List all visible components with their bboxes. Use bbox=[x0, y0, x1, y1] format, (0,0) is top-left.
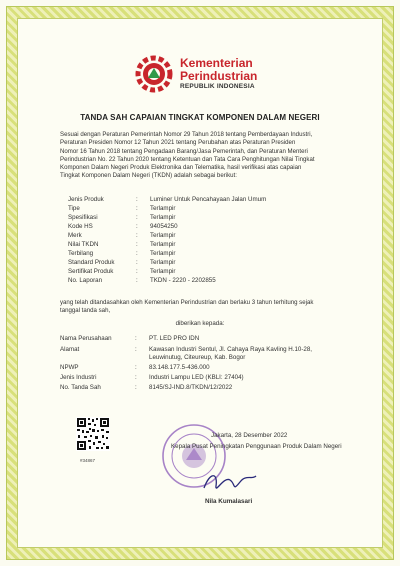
logo-line-2: Perindustrian bbox=[180, 69, 258, 83]
given-to-label: diberikan kepada: bbox=[175, 320, 225, 327]
qr-code-id: #34867 bbox=[80, 458, 96, 463]
validity-line: yang telah ditandasahkan oleh Kementerian Perindustrian dan berlaku 3 tahun terhitung sejak bbox=[60, 299, 314, 306]
signer-name: Nila Kumalasari bbox=[205, 498, 253, 505]
ministry-logo bbox=[134, 54, 274, 96]
validity-paragraph bbox=[60, 299, 350, 315]
qr-code-icon bbox=[76, 417, 110, 451]
intro-line: Perindustrian No. 22 Tahun 2020 tentang Ketentuan dan Tata Cara Penghitungan Nilai Tingkat bbox=[60, 155, 315, 163]
certificate-page: Kementerian Perindustrian REPUBLIK INDONESIA TANDA SAH CAPAIAN TINGKAT KOMPONEN DALAM NEGERI Sesuai dengan Peraturan Pemerintah Nomor 29 Tahun 2018 tentang Pemberdayaan Industri, Peraturan Presiden Nomor 12 Tahun 2021 tentang Perubahan atas Peraturan Presiden Nomor 16 Tahun 2018 tentang Pengadaan Barang/Jasa Pemerintah, dan Peraturan Menteri Perindustrian No. 22 Tahun 2020 tentang Ketentuan dan Tata Cara Penghitungan Nilai Tingkat Komponen Dalam Negeri Produk Elektronika dan Telematika, hasil verifikasi atas capaian Tingkat Komponen Dalam Negeri (TKDN) adalah sebagai berikut: Jenis Produk : Luminer Untuk Pencahayaan Jalan Umum Tipe : Terlampir Spesifikasi : Terlampir Kode HS : 94054250 Merk : Terlampir Nilai TKDN : Terlampir Terbilang : Terlampir Standard Produk : Terlampir Sertifikat Produk : Terlampir No. Laporan : TKDN - 2220 - 2202855 yang telah ditandasahkan oleh Kementerian Perindustrian dan berlaku 3 tahun terhitung sejak tanggal tanda sah, diberikan kepada: Nama Perusahaan : PT. LED PRO IDN Alamat : Kawasan Industri Sentul, Jl. Cahaya Raya Kavling H.10-28, Leuwinutug, Citeureup, Kab. Bogor NPWP : 83.148.177.5-436.000 Jenis Industri : Industri Lampu LED (KBLI: 27404) No. Tanda Sah : 8145/SJ-IND.8/TKDN/12/2022 #34867 Jakarta, 28 Desember 2022 Kepala Pusat Peningkatan Penggunaan Produk Dalam Negeri Nila Kumalasari bbox=[0, 0, 400, 566]
intro-line: Peraturan Presiden Nomor 12 Tahun 2021 tentang Perubahan atas Peraturan Presiden bbox=[60, 139, 296, 147]
place-date: Jakarta, 28 Desember 2022 bbox=[211, 432, 288, 439]
gear-logo-icon bbox=[134, 54, 174, 94]
logo-line-3: REPUBLIK INDONESIA bbox=[180, 83, 255, 90]
intro-paragraph bbox=[60, 131, 346, 181]
intro-line: Tingkat Komponen Dalam Negeri (TKDN) adalah sebagai berikut: bbox=[60, 172, 237, 180]
intro-line: Nomor 16 Tahun 2018 tentang Pengadaan Barang/Jasa Pemerintah, dan Peraturan Menteri bbox=[60, 147, 308, 155]
validity-line: tanggal tanda sah, bbox=[60, 307, 111, 315]
logo-line-1: Kementerian bbox=[180, 56, 253, 70]
document-title: TANDA SAH CAPAIAN TINGKAT KOMPONEN DALAM NEGERI bbox=[80, 113, 320, 122]
intro-line: Sesuai dengan Peraturan Pemerintah Nomor 29 Tahun 2018 tentang Pemberdayaan Industri, bbox=[60, 131, 313, 138]
signer-position: Kepala Pusat Peningkatan Penggunaan Produk Dalam Negeri bbox=[171, 443, 342, 450]
intro-line: Komponen Dalam Negeri Produk Elektronika dan Telematika, hasil verifikasi atas capaian bbox=[60, 164, 302, 172]
signature-icon bbox=[200, 466, 260, 496]
